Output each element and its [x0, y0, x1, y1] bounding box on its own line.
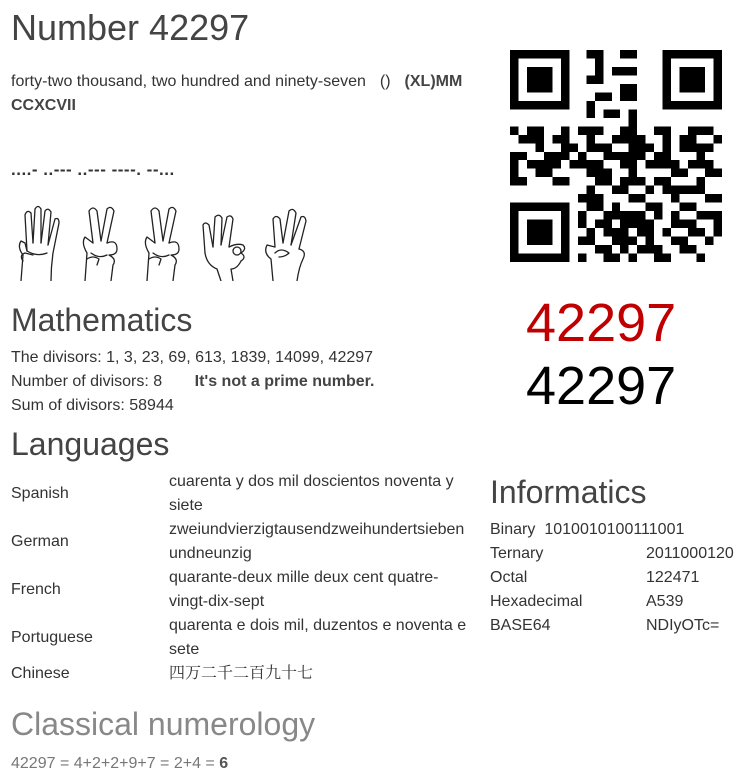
language-row	[11, 470, 469, 518]
informatics-row	[490, 566, 748, 590]
language-row	[11, 662, 469, 686]
qr-code-icon	[510, 50, 722, 262]
mathematics-heading: Mathematics	[11, 302, 193, 338]
number-display-red: 42297	[526, 293, 677, 353]
divisor-count-row	[11, 370, 374, 394]
informatics-list	[490, 518, 748, 638]
hand-two-icon	[135, 203, 191, 281]
informatics-label: Hexadecimal	[490, 593, 583, 610]
english-words: forty-two thousand, two hundred and ninety-seven	[11, 73, 366, 90]
prime-status: It's not a prime number.	[194, 373, 375, 390]
informatics-value: A539	[646, 593, 684, 610]
informatics-value: 2011000120	[646, 545, 734, 562]
words-paren: ()	[379, 73, 391, 90]
divisor-sum: Sum of divisors: 58944	[11, 397, 174, 414]
numerology-equation: 42297 = 4+2+2+9+7 = 2+4 =	[11, 755, 220, 772]
language-value: zweiundvierzigtausendzweihundertsieben undneunzig	[169, 521, 465, 562]
hand-four-icon	[11, 203, 67, 281]
language-row	[11, 614, 469, 662]
informatics-row	[490, 542, 748, 566]
hand-two-icon	[73, 203, 129, 281]
hand-seven-icon	[259, 203, 315, 281]
divisors-list: The divisors: 1, 3, 23, 69, 613, 1839, 14099, 42297	[11, 349, 374, 366]
language-name: Portuguese	[11, 629, 93, 646]
informatics-heading: Informatics	[490, 474, 647, 510]
languages-table	[11, 470, 469, 686]
language-name: German	[11, 533, 69, 550]
informatics-row	[490, 518, 748, 542]
language-name: Spanish	[11, 485, 69, 502]
informatics-value: NDIyOTc=	[646, 617, 720, 634]
language-value: 四万二千二百九十七	[169, 665, 314, 682]
informatics-value: 122471	[646, 569, 700, 586]
language-value: quarenta e dois mil, duzentos e noventa e sete	[169, 617, 467, 658]
informatics-row	[490, 614, 748, 638]
informatics-value: 1010010100111001	[544, 521, 685, 538]
language-value: quarante-deux mille deux cent quatre-vingt-dix-sept	[169, 569, 439, 610]
language-name: French	[11, 581, 61, 598]
language-value: cuarenta y dos mil doscientos noventa y siete	[169, 473, 454, 514]
language-name: Chinese	[11, 665, 70, 682]
number-words	[11, 70, 481, 118]
numerology-result: 6	[219, 755, 229, 772]
informatics-row	[490, 590, 748, 614]
informatics-label: BASE64	[490, 617, 551, 634]
sign-language-hands	[11, 203, 315, 281]
numerology-heading: Classical numerology	[11, 706, 316, 742]
numerology-equation-row	[11, 752, 228, 776]
informatics-label: Octal	[490, 569, 528, 586]
informatics-label: Ternary	[490, 545, 544, 562]
informatics-label: Binary	[490, 521, 536, 538]
roman-numeral: (XL)MM CCXCVII	[11, 73, 463, 114]
language-row	[11, 518, 469, 566]
page-title: Number 42297	[11, 7, 250, 48]
number-display-black: 42297	[526, 356, 677, 416]
languages-heading: Languages	[11, 426, 170, 462]
hand-nine-icon	[197, 203, 253, 281]
divisor-count: Number of divisors: 8	[11, 373, 163, 390]
language-row	[11, 566, 469, 614]
morse-code: ....- ..--- ..--- ----. --...	[11, 160, 175, 179]
